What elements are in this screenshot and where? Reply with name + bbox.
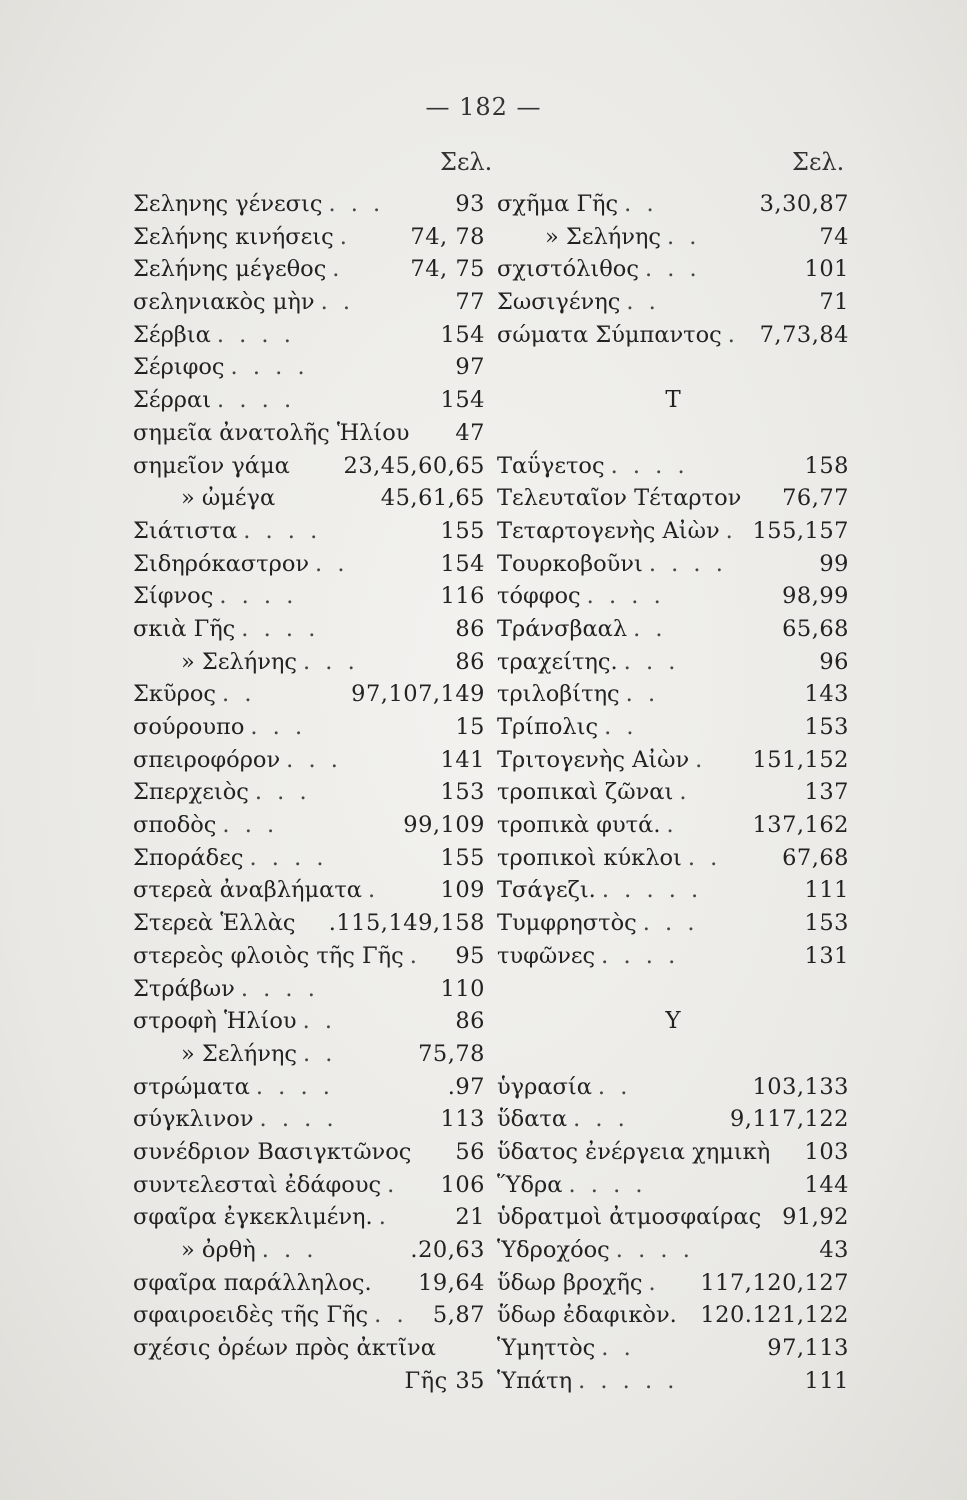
page-reference: 75,78 [418,1040,485,1067]
leader-dots: . . . . . [578,1367,679,1394]
index-entry [497,482,849,515]
index-term: Τράνσβααλ [497,615,628,642]
leader-dots: . . [374,1302,408,1329]
index-entry [133,776,485,809]
index-entry [497,548,849,581]
leader-dots: . . . . [249,844,328,871]
index-entry [133,580,485,613]
index-term: συντελεσταὶ ἐδάφους [133,1171,382,1198]
leader-dots: . [367,877,380,904]
leader-dots: . . . . [241,615,320,642]
index-term: Σποράδες [133,844,244,871]
index-entry [497,1299,849,1332]
index-entry [133,1071,485,1104]
index-entry [497,253,849,286]
page-reference: 103 [804,1138,849,1165]
index-term: σφαῖρα ἐγκεκλιμένη. [133,1204,373,1231]
index-term: σεληνιακὸς μὴν [133,289,315,316]
leader-dots: . . . . [216,321,295,348]
index-entry [497,940,849,973]
page-reference: 155 [440,517,485,544]
index-entry [133,188,485,221]
index-term: Σίφνος [133,583,214,610]
page-reference: 74 [819,223,849,250]
page-reference: 153 [440,779,485,806]
blank-line [497,351,849,384]
page-reference: 43 [819,1237,849,1263]
page-reference: 97 [455,354,485,381]
leader-dots: . . [222,681,256,708]
index-term: σχέσις ὀρέων πρὸς ἀκτῖνα [133,1335,436,1362]
index-term: Τρίπολις [497,714,599,740]
index-term: Στερεὰ Ἑλλὰς [133,910,296,937]
index-entry [497,874,849,907]
leader-dots: . . . [254,779,311,806]
leader-dots: . . . . [615,1237,694,1263]
leader-dots: . . [666,223,701,250]
leader-dots: . . . [261,1237,318,1263]
leader-dots: . . . [250,714,307,740]
index-entry [133,1201,485,1234]
blank-line [497,1038,849,1071]
index-term: σημεῖον γάμα [133,452,290,479]
index-term: στροφὴ Ἡλίου [133,1008,297,1035]
index-entry [133,1136,485,1169]
index-term: σκιὰ Γῆς [133,615,236,642]
index-entry [497,221,849,254]
leader-dots: . [695,746,707,773]
index-entry [133,319,485,352]
index-entry [133,940,485,973]
page-reference: 9,117,122 [729,1106,849,1133]
page-reference: 86 [455,648,485,675]
leader-dots: . [666,812,678,839]
leader-dots: . . [625,681,660,708]
index-term: Σκῦρος [133,681,217,708]
index-term: σούρουπο [133,714,245,740]
index-term: στρώματα [133,1073,250,1100]
right-index-column [497,188,849,1397]
page-reference: 67,68 [782,844,849,871]
leader-dots: . . . [286,746,342,773]
page-reference: 143 [804,681,849,708]
page-reference: 153 [804,714,849,740]
index-term: Τελευταῖον Τέταρτον [497,485,742,512]
index-entry [497,1201,849,1234]
index-term: τυφῶνες [497,942,596,969]
page-reference: 111 [804,1367,849,1394]
index-entry [497,776,849,809]
page-reference: 96 [819,648,849,675]
index-term: Τριτογενὴς Αἰὼν [497,746,690,773]
index-term: ὑδρατμοὶ ἀτμοσφαίρας [497,1204,762,1231]
index-term: ὑγρασία [497,1073,592,1100]
index-entry [133,842,485,875]
page-reference: 47 [455,419,485,446]
index-entry [497,515,849,548]
index-term: συνέδριον Βασιγκτῶνος [133,1138,412,1165]
index-entry [497,188,849,221]
index-term: ὕδατος ἐνέργεια χημικὴ [497,1138,771,1165]
page-reference: 101 [804,256,849,283]
page-reference: 116 [440,583,485,610]
leader-dots: . [648,1269,660,1296]
index-entry [133,973,485,1006]
index-term: σχῆμα Γῆς [497,191,619,217]
index-entry [133,221,485,254]
leader-dots: . [378,1204,390,1231]
leader-dots: . [727,321,739,348]
index-entry [133,874,485,907]
leader-dots: . . [626,289,660,316]
index-term: Ταΰγετος [497,452,605,479]
leader-dots: . . . . [240,975,319,1002]
page-reference: 93 [455,191,485,217]
index-term: ὕδωρ βροχῆς [497,1269,643,1296]
index-entry [133,253,485,286]
index-entry [133,482,485,515]
index-entry [133,678,485,711]
index-entry [497,319,849,352]
page-reference: 74, 75 [410,256,485,283]
index-term: Σιάτιστα [133,517,238,544]
index-term: στερεὸς φλοιὸς τῆς Γῆς [133,942,404,969]
page-reference: 99 [819,550,849,577]
leader-dots: . . . . [586,583,665,610]
page-reference: .115,149,158 [328,910,485,937]
index-entry [497,1234,849,1267]
index-term: ὕδατα [497,1106,568,1133]
leader-dots: . . . . [259,1106,338,1133]
page-reference: 97,113 [767,1335,849,1362]
page-reference: 3,30,87 [759,191,849,217]
leader-dots: . . [633,615,667,642]
index-entry [497,646,849,679]
index-entry [497,613,849,646]
index-entry [497,286,849,319]
page-reference: 113 [440,1106,485,1133]
page-reference: 86 [455,1008,485,1035]
index-term: σφαιροειδὲς τῆς Γῆς [133,1302,369,1329]
index-term: τροπικαὶ ζῶναι [497,779,674,806]
index-entry [133,417,485,450]
index-entry [497,809,849,842]
page-reference: 56 [455,1138,485,1165]
index-entry [133,548,485,581]
leader-dots: . . . . [568,1171,647,1198]
index-term: » Σελήνης [181,1040,297,1067]
index-entry [497,1332,849,1365]
page-reference: 111 [804,877,849,904]
page-reference: Γῆς 35 [404,1367,485,1394]
index-term: τροπικοὶ κύκλοι [497,844,682,871]
leader-dots: . . . [222,812,279,839]
leader-dots: . . [687,844,722,871]
index-entry [497,580,849,613]
leader-dots: . . [315,550,349,577]
page-reference: 95 [455,942,485,969]
index-term: Ὑπάτη [497,1367,573,1394]
page-reference: 45,61,65 [380,485,485,512]
index-term: Σελήνης μέγεθος [133,256,327,283]
leader-dots: . . . [302,648,359,675]
index-entry [133,1234,485,1267]
leader-dots: . [332,256,344,283]
page-reference: .20,63 [410,1237,485,1263]
page-reference: 86 [455,615,485,642]
index-term: τριλοβίτης [497,681,620,708]
index-entry [497,1267,849,1300]
index-entry [133,384,485,417]
page-reference: 71 [819,289,849,316]
leader-dots: . . . . [255,1073,334,1100]
page-reference: 155 [440,844,485,871]
page-reference: 5,87 [432,1302,485,1329]
index-entry [133,450,485,483]
leader-dots: . . . [644,256,701,283]
page-reference: 141 [440,746,485,773]
index-term: Στράβων [133,975,235,1002]
leader-dots: . . . . [219,583,298,610]
leader-dots: . . [320,289,355,316]
index-term: Τυμφρηστὸς [497,910,637,937]
page-reference: 76,77 [782,485,849,512]
index-entry [133,646,485,679]
index-entry [497,907,849,940]
page-number: — 182 — [425,93,542,121]
page-reference: 137 [804,779,849,806]
page-reference: 117,120,127 [700,1269,849,1296]
index-entry [133,286,485,319]
leader-dots: . [679,779,691,806]
page-reference: 7,73,84 [759,321,849,348]
leader-dots: . . . [573,1106,629,1133]
index-term: σώματα Σύμπαντος [497,321,722,348]
index-entry [497,842,849,875]
index-entry [497,678,849,711]
leader-dots: . . . . [610,452,689,479]
index-entry [133,907,485,940]
page-reference: 99,109 [403,812,485,839]
page-reference: 120.121,122 [700,1302,849,1329]
index-term: Σέρβια [133,321,211,348]
leader-dots: . . [302,1008,337,1035]
section-letter-text: Τ [665,387,681,414]
index-entry [497,1136,849,1169]
page-reference: 131 [804,942,849,969]
page-reference: 74, 78 [410,223,485,250]
index-entry [497,711,849,744]
index-term: Τσάγεζι. [497,877,596,904]
page-reference: 137,162 [752,812,849,839]
index-entry [133,351,485,384]
leader-dots: . . . . [230,354,309,381]
page-reference: 19,64 [418,1269,485,1296]
index-term: » ὀρθὴ [181,1237,256,1263]
page-reference: .97 [447,1073,485,1100]
page-reference: 77 [455,289,485,316]
index-term: » Σελήνης [545,223,661,250]
section-letter [497,384,849,417]
index-term: Σέρραι [133,387,212,414]
index-term: Σεληνης γένεσις [133,191,323,217]
index-entry [133,1005,485,1038]
page-reference: 144 [804,1171,849,1198]
leader-dots: . . . [642,910,699,937]
leader-dots: . . . . [217,387,296,414]
leader-dots: . . [302,1040,337,1067]
leader-dots: . . . . [648,550,727,577]
blank-line [497,973,849,1006]
leader-dots: . . [597,1073,632,1100]
page-reference: 103,133 [752,1073,849,1100]
blank-line [497,417,849,450]
index-term: Ὕδρα [497,1171,563,1198]
index-term: σχιστόλιθος [497,256,639,283]
page-reference: 91,92 [782,1204,849,1231]
index-term: σημεῖα ἀνατολῆς Ἡλίου [133,419,410,446]
index-term: σπειροφόρον [133,746,281,773]
section-letter-text: Υ [665,1008,681,1035]
leader-dots: . . . . . [601,877,703,904]
index-term: Σωσιγένης [497,289,621,316]
page-reference: 158 [804,452,849,479]
index-entry [497,1169,849,1202]
index-term: σφαῖρα παράλληλος. [133,1269,372,1296]
section-letter [497,1005,849,1038]
leader-dots: . [339,223,351,250]
index-term: σύγκλινον [133,1106,254,1133]
index-entry-continuation [133,1365,485,1398]
page-reference: 15 [455,714,485,740]
index-term: ὕδωρ ἐδαφικὸν. [497,1302,677,1329]
index-entry [133,515,485,548]
index-entry [133,1038,485,1071]
index-term: Ὑδροχόος [497,1237,610,1263]
page-reference: 151,152 [752,746,849,773]
index-term: σποδὸς [133,812,217,839]
page-reference: 154 [440,321,485,348]
left-index-column [133,188,485,1397]
page-reference: 65,68 [782,615,849,642]
leader-dots: . . . [328,191,385,217]
leader-dots: . . [601,1335,635,1362]
index-term: στερεὰ ἀναβλήματα [133,877,362,904]
index-entry [497,450,849,483]
leader-dots: . . . . [243,517,322,544]
page-reference: 109 [440,877,485,904]
page-reference: 106 [440,1171,485,1198]
index-entry [133,613,485,646]
index-entry [133,1169,485,1202]
leader-dots: . [725,517,737,544]
page-reference: 153 [804,910,849,937]
index-term: Σιδηρόκαστρον [133,550,310,577]
leader-dots: . . [604,714,638,740]
page-reference: 97,107,149 [351,681,485,708]
index-term: Ὑμηττὸς [497,1335,596,1362]
leader-dots: . [387,1171,399,1198]
index-term: τραχείτης. [497,648,618,675]
page-reference: 23,45,60,65 [343,452,485,479]
index-term: Σελήνης κινήσεις [133,223,334,250]
index-term: τροπικὰ φυτά. [497,812,661,839]
index-term: Τουρκοβοῦνι [497,550,643,577]
index-entry [133,1299,485,1332]
page-reference: 155,157 [752,517,849,544]
leader-dots: . [409,942,421,969]
index-entry [133,1267,485,1300]
right-column-header: Σελ. [792,148,845,176]
index-entry [133,1332,485,1365]
page-reference: 21 [455,1204,485,1231]
index-term: Σέριφος [133,354,225,381]
index-term: » ὠμέγα [181,485,276,512]
index-entry [133,1103,485,1136]
index-term: » Σελήνης [181,648,297,675]
leader-dots: . . . [623,648,680,675]
index-entry [497,1365,849,1398]
index-term: τόφφος [497,583,581,610]
index-entry [497,1071,849,1104]
index-entry [133,711,485,744]
index-entry [497,744,849,777]
page-reference: 98,99 [782,583,849,610]
index-entry [133,809,485,842]
index-term: Σπερχειὸς [133,779,249,806]
leader-dots: . . . . [601,942,680,969]
index-term: Τεταρτογενὴς Αἰὼν [497,517,720,544]
index-entry [497,1103,849,1136]
page-reference: 154 [440,550,485,577]
index-entry [133,744,485,777]
leader-dots: . . [624,191,658,217]
page-reference: 110 [440,975,485,1002]
left-column-header: Σελ. [440,148,493,176]
page-reference: 154 [440,387,485,414]
